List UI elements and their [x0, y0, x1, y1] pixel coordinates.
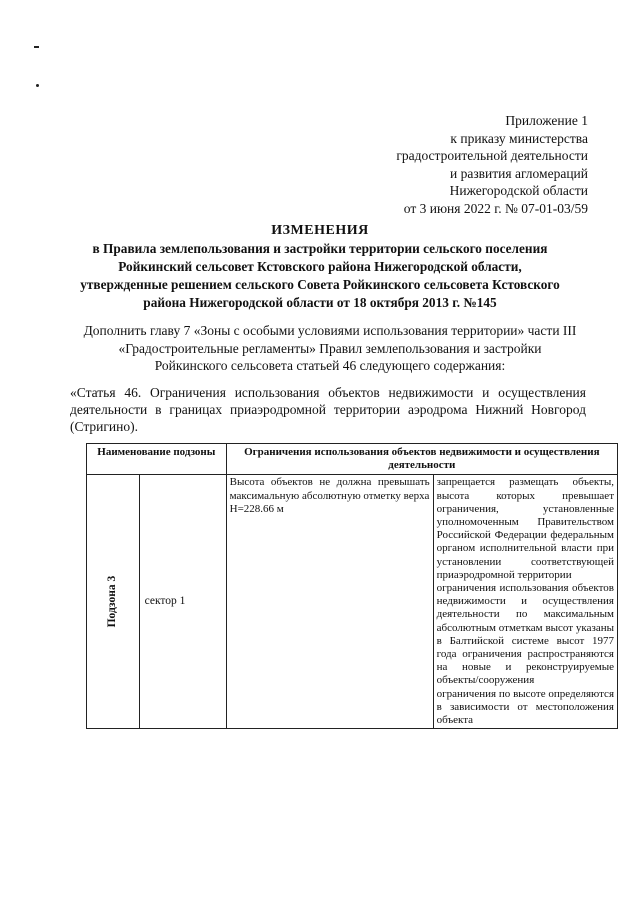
description-text: Высота объектов не должна превышать максимальную абсолютную отметку верха — [229, 476, 430, 502]
scan-mark-dash — [34, 46, 39, 48]
appendix-block — [396, 112, 588, 217]
table-header-row — [87, 444, 618, 475]
appendix-line: Приложение 1 — [505, 113, 588, 128]
document-title — [40, 222, 600, 312]
restrictions-table — [86, 443, 618, 729]
intro-line: Ройкинского сельсовета статьей 46 следующего содержания: — [154, 358, 506, 373]
scan-mark-dot — [36, 84, 39, 87]
restriction-item: ограничения использования объектов недвижимости и осуществления деятельности по максимальным абсолютным отметкам высот указаны в Балтийской системе высот 1977 года ограничения распространяются на новые и реконструируемые объекты/сооружения — [436, 582, 614, 687]
header-subzone: Наименование подзоны — [87, 444, 227, 475]
title-line: утвержденные решением сельского Совета Ройкинского сельсовета Кстовского — [80, 277, 560, 292]
title-main: ИЗМЕНЕНИЯ — [271, 223, 369, 238]
title-line: в Правила землепользования и застройки территории сельского поселения — [92, 241, 548, 256]
restrictions-cell — [433, 475, 617, 729]
subzone-label: Подзона 3 — [106, 576, 119, 628]
restriction-item: ограничения по высоте определяются в зависимости от местоположения объекта — [436, 687, 614, 727]
table-row — [87, 475, 618, 729]
appendix-line: к приказу министерства — [450, 130, 588, 146]
description-cell — [226, 475, 433, 729]
intro-line: «Градостроительные регламенты» Правил землепользования и застройки — [118, 340, 542, 356]
restriction-item: запрещается размещать объекты, высота которых превышает ограничения, установленные уполномоченным Правительством Российской Федерации федеральным органом исполнительной власти при установлении соответствующей приаэродромной территории — [436, 476, 614, 581]
appendix-line: Нижегородской области — [449, 183, 588, 198]
appendix-line: градостроительной деятельности — [396, 148, 588, 163]
appendix-line: от 3 июня 2022 г. № 07-01-03/59 — [403, 200, 588, 216]
title-line: района Нижегородской области от 18 октября 2013 г. №145 — [143, 295, 497, 310]
intro-line: Дополнить главу 7 «Зоны с особыми условиями использования территории» части III — [83, 323, 577, 338]
title-line: Ройкинский сельсовет Кстовского района Нижегородской области, — [118, 259, 522, 274]
sector-cell: сектор 1 — [139, 475, 226, 729]
description-height: Н=228.66 м — [229, 502, 284, 515]
article-heading: «Статья 46. Ограничения использования объектов недвижимости и осуществления деятельности в границах приаэродромной территории аэродрома Нижний Новгород (Стригино). — [70, 385, 586, 434]
header-restrictions: Ограничения использования объектов недвижимости и осуществления деятельности — [226, 444, 617, 475]
appendix-line: и развития агломераций — [449, 165, 588, 181]
subzone-cell — [87, 475, 140, 729]
intro-paragraph — [60, 322, 600, 375]
